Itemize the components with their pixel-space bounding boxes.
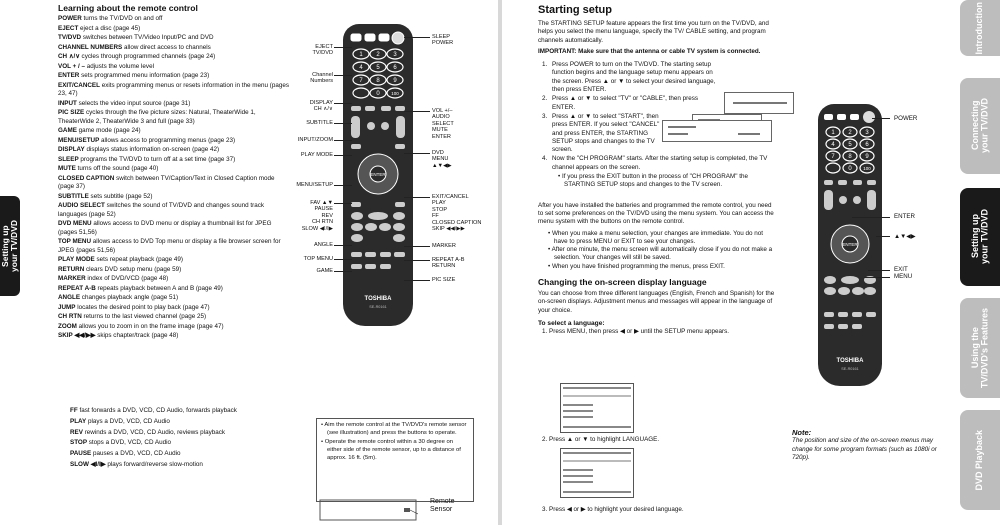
remote-button-desc: turns off the sound (page 40): [75, 165, 159, 173]
dvd-button-entry: [70, 439, 250, 447]
svg-text:2: 2: [376, 52, 380, 58]
setup-step-4-bullet: • If you press the EXIT button in the process of "CH PROGRAM" the STARTING SETUP stops and changes to the TV screen.: [558, 173, 748, 189]
remote-button-term: RETURN: [58, 265, 85, 273]
dvd-button-term: PAUSE: [70, 450, 92, 457]
right-tab-strip: [960, 0, 1000, 525]
remote-button-desc: sets repeat playback (page 49): [94, 256, 183, 264]
remote-button-term: POWER: [58, 15, 82, 22]
remote-button-term: ZOOM: [58, 322, 77, 330]
remote-label-left: DISPLAY CH ∧/∨: [309, 100, 333, 113]
svg-text:100: 100: [863, 166, 871, 171]
remote-button-desc: eject a disc (page 45): [78, 24, 141, 32]
after-install-paragraph: After you have installed the batteries and programmed the remote control, you need to set some preferences on the TV/DVD using the menu system. You can access the menu system with the buttons on the remote control.: [538, 201, 774, 226]
remote-description-column: [58, 3, 290, 342]
remote-button-entry: [58, 15, 290, 23]
remote-button-term: CH ∧/∨: [58, 53, 80, 61]
remote-button-desc: locates the desired point to play back (page 47): [75, 303, 210, 311]
right-remote-label-enter: ENTER: [894, 213, 915, 220]
remote-button-term: EJECT: [58, 24, 79, 32]
remote-button-entry: [58, 220, 290, 237]
right-page: [502, 0, 1000, 525]
svg-text:5: 5: [848, 142, 852, 148]
remote-button-entry: [58, 294, 290, 302]
setup-step-2: 2. Press ▲ or ▼ to select "TV" or "CABLE", then press ENTER.: [542, 95, 698, 111]
menu-bullet-3: • When you have finished programming the menus, press EXIT.: [548, 262, 725, 270]
remote-button-term: MUTE: [58, 165, 76, 173]
remote-button-term: ANGLE: [58, 294, 81, 302]
remote-button-desc: displays status information on-screen (page 42): [84, 146, 220, 154]
remote-button-desc: returns to the last viewed channel (page 25): [81, 313, 207, 321]
remote-button-desc: skips chapter/track (page 48): [95, 332, 179, 340]
remote-button-entry: [58, 137, 290, 145]
remote-button-entry: [58, 34, 290, 42]
remote-button-entry: [58, 323, 290, 331]
remote-button-desc: exits programming menus or resets information in the menu (pages 23, 47): [58, 81, 289, 98]
left-page: [0, 0, 498, 525]
svg-text:7: 7: [831, 154, 835, 160]
remote-sensor-label: Remote Sensor: [430, 498, 455, 514]
dvd-button-entry: [70, 429, 250, 437]
left-tab-strip: [0, 0, 20, 525]
remote-button-term: CHANNEL NUMBERS: [58, 43, 123, 51]
remote-label-right: EXIT/CANCEL PLAY STOP FF CLOSED CAPTION SKIP ◀◀/▶▶: [432, 194, 482, 233]
remote-button-desc: turns the TV/DVD on and off: [81, 15, 163, 22]
remote-button-entry: [58, 82, 290, 99]
svg-text:3: 3: [865, 130, 869, 136]
on-screen-menu-note: [792, 428, 952, 463]
remote-label-right: SLEEP POWER: [432, 34, 454, 47]
tab-setting-up-right[interactable]: [960, 188, 1000, 286]
remote-button-desc: allows access to DVD menu or display a thumbnail list for JPEG (pages 51,56): [58, 220, 272, 236]
remote-button-term: JUMP: [58, 303, 76, 311]
remote-button-entry: [58, 313, 290, 321]
dvd-button-desc: plays a DVD, VCD, CD Audio: [86, 417, 170, 425]
remote-button-term: SUBTITLE: [58, 192, 89, 200]
intro-paragraph: The STARTING SETUP feature appears the first time you turn on the TV/DVD, and helps you select the menu language, specify the TV/ CABLE setting, and program channels automatically.: [538, 20, 769, 44]
remote-button-term: ENTER: [58, 72, 80, 80]
remote-button-entry: [58, 165, 290, 173]
tv-sketch-illustration: [318, 498, 418, 525]
svg-text:6: 6: [393, 65, 397, 71]
remote-button-term: MENU/SETUP: [58, 136, 100, 144]
tab-setting-up-right-label: Setting up your TV/DVD: [969, 209, 989, 265]
remote-button-entry: [58, 266, 290, 274]
right-remote-label-arrows: ▲▼◀▶: [894, 233, 916, 240]
dvd-button-term: PLAY: [70, 417, 87, 425]
remote-button-term: TOP MENU: [58, 238, 92, 246]
dvd-button-term: STOP: [70, 439, 88, 447]
remote-button-desc: allows access to DVD Top menu or display a file browser screen for JPEG (pages 51,56): [58, 238, 281, 254]
dvd-button-entry: [70, 461, 250, 469]
remote-button-term: TV/DVD: [58, 34, 82, 42]
setup-step-3: 3. Press ▲ or ▼ to select "START", then press ENTER. If you select "CANCEL" and press ENTER, the STARTING SETUP stops and changes to the TV screen.: [542, 112, 660, 154]
remote-buttons-graphic: [343, 24, 413, 326]
dvd-button-term: FF: [70, 407, 78, 414]
remote-button-desc: allows you to zoom in on the frame image (page 47): [76, 322, 224, 330]
language-setup-screen: [724, 92, 794, 114]
dvd-button-entry: [70, 407, 250, 415]
section-title: Learning about the remote control: [58, 3, 198, 13]
remote-button-desc: adjusts the volume level: [85, 62, 154, 70]
remote-button-entry: [58, 100, 290, 108]
remote-button-entry: [58, 127, 290, 135]
remote-button-entry: [58, 256, 290, 264]
remote-button-term: AUDIO SELECT: [58, 202, 105, 210]
language-step-2: 2. Press ▲ or ▼ to highlight LANGUAGE.: [542, 436, 660, 443]
remote-button-entry: [58, 44, 290, 52]
svg-text:6: 6: [865, 142, 869, 148]
tab-connecting[interactable]: [960, 78, 1000, 174]
remote-button-term: EXIT/CANCEL: [58, 81, 100, 89]
tab-using-features[interactable]: [960, 298, 1000, 398]
remote-button-entry: [58, 332, 290, 340]
remote-label-right: VOL +/– AUDIO SELECT MUTE ENTER: [432, 108, 454, 140]
remote-button-term: DVD MENU: [58, 220, 92, 228]
remote-label-left: INPUT/ZOOM: [297, 137, 333, 143]
tab-introduction[interactable]: [960, 0, 1000, 56]
remote-button-term: PIC SIZE: [58, 109, 85, 117]
dvd-button-entry: [70, 418, 250, 426]
page-title: Starting setup: [538, 4, 612, 16]
svg-text:3: 3: [393, 52, 397, 58]
remote-button-entry: [58, 146, 290, 154]
remote-label-left: TOP MENU: [303, 256, 333, 262]
remote-button-term: GAME: [58, 127, 77, 135]
remote-button-desc: switches the sound of TV/DVD and changes sound track languages (page 52): [58, 202, 265, 218]
svg-text:0: 0: [848, 166, 852, 172]
tab-introduction-label: Introduction: [974, 1, 985, 55]
remote-model-left: SE-R0161: [369, 305, 387, 309]
remote-button-entry: [58, 72, 290, 80]
svg-text:100: 100: [391, 91, 399, 96]
remote-control-illustration: [343, 24, 413, 326]
remote-button-desc: index of DVD/VCD (page 48): [85, 275, 169, 283]
remote-brand-left: TOSHIBA: [364, 296, 392, 302]
remote-button-desc: changes playback angle (page 51): [80, 294, 179, 302]
dvd-button-desc: rewinds a DVD, VCD, CD Audio, reviews playback: [82, 428, 226, 436]
svg-text:8: 8: [848, 154, 852, 160]
remote-label-right: MARKER: [432, 243, 456, 249]
select-language-heading: To select a language:: [538, 319, 605, 327]
remote-button-term: MARKER: [58, 275, 86, 283]
svg-text:7: 7: [359, 78, 363, 84]
note-body: The position and size of the on-screen menus may change for some program formats (such as 1080i or 720p).: [792, 437, 937, 461]
menu-bullet-2: • After one minute, the menu screen will automatically close if you do not make a selection. Your changes will still be saved.: [548, 246, 773, 262]
setup-step-1: 1. Press POWER to turn on the TV/DVD. The starting setup function begins and the language setup menu appears on the screen. Press ▲ or ▼ to select your desired language, then press ENTER.: [542, 61, 716, 94]
svg-text:1: 1: [359, 52, 363, 58]
remote-label-right: REPEAT A-B RETURN: [432, 257, 465, 270]
tab-dvd-playback[interactable]: [960, 410, 1000, 510]
remote-button-term: SLEEP: [58, 155, 79, 163]
note-bullet-aim: • Aim the remote control at the TV/DVD's remote sensor (see illustration) and press the buttons to operate.: [321, 422, 467, 436]
remote-button-desc: clears DVD setup menu (page 59): [84, 265, 182, 273]
remote-label-left: Channel Numbers: [310, 72, 333, 85]
dvd-button-term: REV: [70, 428, 83, 436]
remote-button-term: DISPLAY: [58, 146, 85, 154]
remote-button-term: PLAY MODE: [58, 256, 95, 264]
remote-button-desc: switch between TV/Caption/Text in Closed Caption mode (page 37): [58, 174, 275, 191]
remote-button-term: CH RTN: [58, 313, 82, 321]
remote-button-entry: [58, 156, 290, 164]
svg-text:9: 9: [865, 154, 869, 160]
remote-button-desc: allows access to programming menus (page 23): [99, 136, 236, 144]
remote-button-desc: cycles through programmed channels (page 24): [79, 53, 216, 61]
right-remote-label-menu: MENU: [894, 273, 913, 280]
remote-label-left: PLAY MODE: [300, 152, 333, 158]
remote-button-desc: programs the TV/DVD to turn off at a set time (page 37): [78, 155, 236, 163]
remote-button-desc: sets programmed menu information (page 23): [79, 72, 210, 80]
dvd-button-desc: pauses a DVD, VCD, CD Audio: [91, 450, 181, 457]
right-remote-label-power: POWER: [894, 115, 918, 122]
setup-step-4: 4. Now the "CH PROGRAM" starts. After the starting setup is completed, the TV channel appears on the screen.: [542, 155, 768, 171]
remote-button-entry: [58, 193, 290, 201]
remote-label-left: SUBTITLE: [306, 120, 333, 126]
svg-text:4: 4: [359, 65, 363, 71]
remote-button-entry: [58, 53, 290, 61]
dvd-button-term: SLOW ◀I/I▶: [70, 460, 106, 468]
start-cancel-screen: [662, 120, 772, 142]
tab-setting-up[interactable]: [0, 196, 20, 296]
remote-button-term: INPUT: [58, 99, 77, 107]
remote-button-term: REPEAT A-B: [58, 284, 96, 292]
remote-button-entry: [58, 285, 290, 293]
remote-button-entry: [58, 175, 290, 192]
important-note: IMPORTANT: Make sure that the antenna or cable TV system is connected.: [538, 47, 761, 55]
svg-text:0: 0: [376, 91, 380, 97]
remote-control-illustration-right: [818, 104, 882, 386]
svg-text:8: 8: [376, 78, 380, 84]
language-heading: Changing the on-screen display language: [538, 277, 707, 288]
remote-button-list: [58, 15, 290, 341]
remote-button-entry: [58, 275, 290, 283]
remote-label-left: EJECT TV/DVD: [312, 44, 333, 57]
right-remote-label-exit: EXIT: [894, 266, 908, 273]
language-step-1: 1. Press MENU, then press ◀ or ▶ until the SETUP menu appears.: [542, 327, 730, 335]
remote-label-left: MENU/SETUP: [296, 182, 333, 188]
svg-text:5: 5: [376, 65, 380, 71]
remote-label-right: DVD MENU ▲▼◀▶: [432, 150, 452, 169]
remote-model-right: SE-R0161: [841, 367, 859, 371]
remote-brand-right: TOSHIBA: [836, 358, 864, 364]
remote-usage-note: [316, 418, 474, 502]
dvd-button-entry: [70, 450, 250, 458]
remote-label-left: GAME: [316, 268, 333, 274]
remote-button-term: SKIP ◀◀/▶▶: [58, 332, 96, 340]
svg-text:ENTER: ENTER: [842, 242, 858, 247]
remote-button-term: VOL + / –: [58, 62, 86, 70]
svg-text:2: 2: [848, 130, 852, 136]
remote-button-desc: repeats playback between A and B (page 49): [95, 284, 223, 292]
tab-connecting-label: Connecting your TV/DVD: [969, 98, 989, 154]
remote-button-desc: game mode (page 24): [76, 127, 141, 135]
starting-setup-column: [538, 4, 776, 337]
svg-text:9: 9: [393, 78, 397, 84]
language-step-3: 3. Press ◀ or ▶ to highlight your desired language.: [542, 506, 684, 513]
setup-menu-screenshot-2: [560, 448, 634, 498]
remote-label-right: PIC SIZE: [432, 277, 456, 283]
dvd-button-list: [70, 407, 250, 472]
remote-button-term: CLOSED CAPTION: [58, 174, 115, 182]
remote-label-left: FAV ▲▼ PAUSE REV CH RTN SLOW ◀I/I▶: [301, 200, 333, 232]
dvd-button-desc: stops a DVD, VCD, CD Audio: [87, 439, 172, 447]
menu-bullet-1: • When you make a menu selection, your changes are immediate. You do not have to press MENU or EXIT to see your changes.: [548, 229, 764, 245]
remote-button-desc: allow direct access to channels: [122, 43, 211, 51]
remote-button-desc: selects the video input source (page 31): [76, 99, 191, 107]
remote-button-entry: [58, 238, 290, 255]
setup-menu-screenshot-1: [560, 383, 634, 433]
tab-dvd-playback-label: DVD Playback: [974, 429, 985, 491]
remote-button-entry: [58, 25, 290, 33]
tab-using-features-label: Using the TV/DVD's Features: [969, 307, 989, 389]
remote-button-entry: [58, 63, 290, 71]
svg-text:1: 1: [831, 130, 835, 136]
remote-buttons-graphic-right: [818, 104, 882, 386]
svg-text:ENTER: ENTER: [370, 172, 386, 177]
remote-button-entry: [58, 304, 290, 312]
dvd-button-desc: plays forward/reverse slow-motion: [105, 460, 203, 468]
note-bullet-range: • Operate the remote control within a 30 degree on either side of the remote sensor, up to a distance of approx. 16 ft. (5m).: [321, 439, 461, 461]
remote-button-desc: switches between TV/Video Input/PC and DVD: [81, 34, 214, 42]
remote-button-desc: cycles through the five picture sizes: Natural, TheaterWide 1, TheaterWide 2, TheaterWide 3 and full (page 33): [58, 109, 256, 125]
tab-setting-up-label: Setting up your TV/DVD: [0, 220, 19, 272]
remote-label-left: ANGLE: [314, 242, 333, 248]
svg-text:4: 4: [831, 142, 835, 148]
remote-button-entry: [58, 109, 290, 126]
remote-button-entry: [58, 202, 290, 219]
dvd-button-desc: fast forwards a DVD, VCD, CD Audio, forwards playback: [77, 407, 237, 414]
language-paragraph: You can choose from three different languages (English, French and Spanish) for the on-screen displays. Adjustment menus and messages will appear in the language of your choice.: [538, 290, 775, 314]
note-title: Note:: [792, 428, 812, 437]
remote-button-desc: sets subtitle (page 52): [88, 192, 153, 200]
